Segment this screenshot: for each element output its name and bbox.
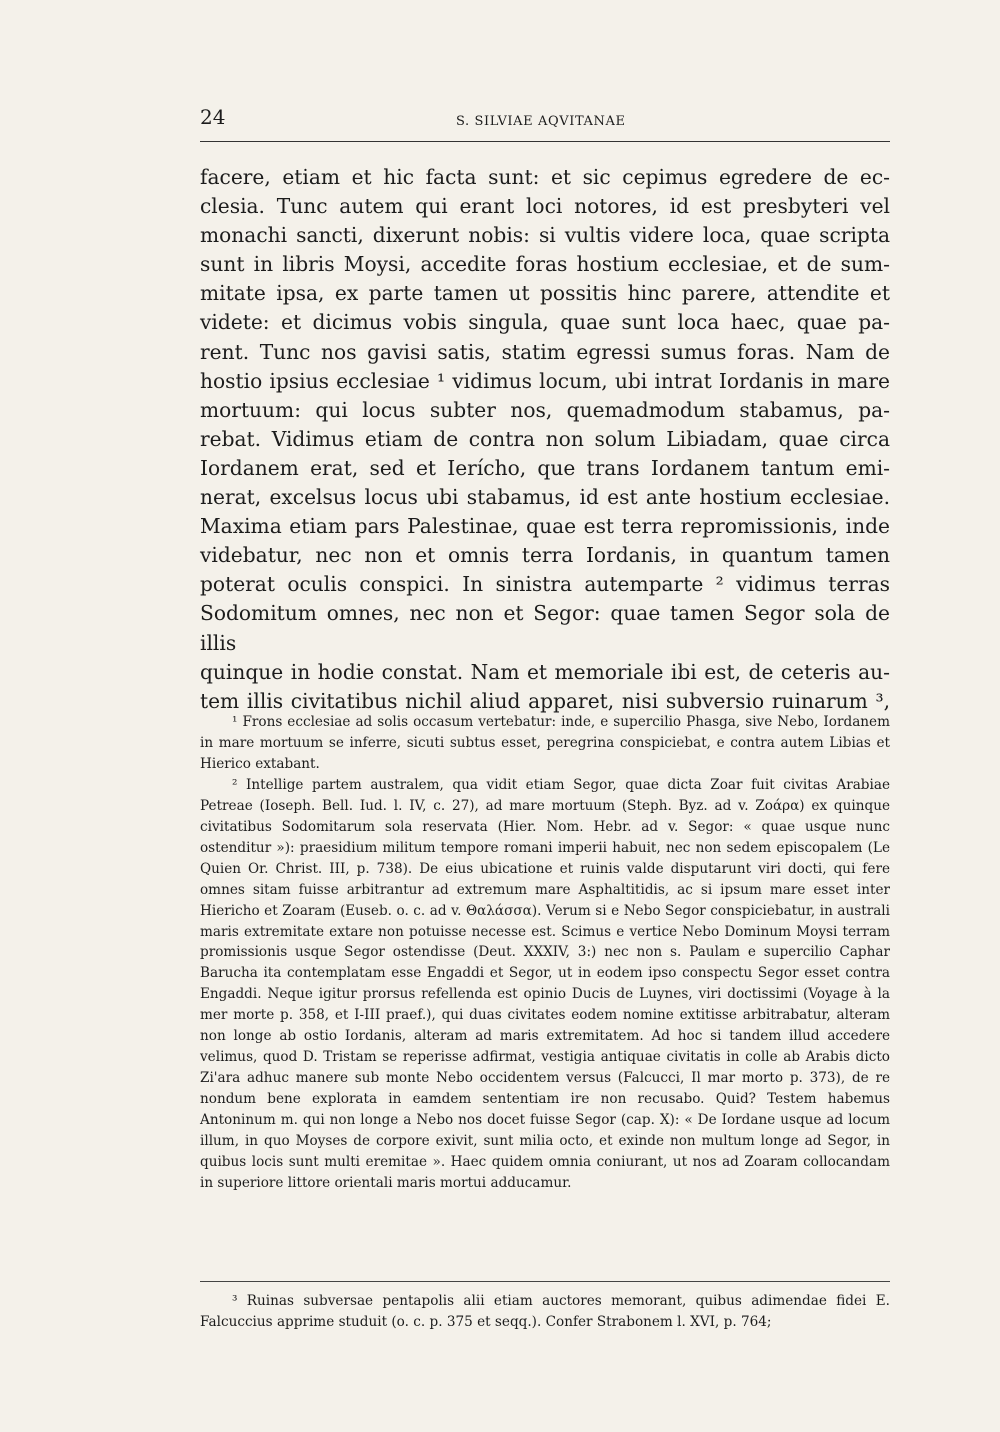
footnote-3-text: ³ Ruinas subversae pentapolis alii etiam auctores memorant, quibus adimendae fidei E. Falcuccius apprime studuit (o. c. p. 375 et seqq.). Confer Strabonem l. XVI, p. 764;: [200, 1293, 890, 1330]
main-text-line: clesia. Tunc autem qui erant loci notores, id est presbyteri vel: [200, 194, 890, 219]
footnote-3: [200, 1291, 890, 1333]
page-number: 24: [200, 105, 226, 129]
main-text-line: mortuum: qui locus subter nos, quemadmodum stabamus, pa-: [200, 397, 890, 422]
main-text-line: poterat oculis conspici. In sinistra autemparte ² vidimus terras: [200, 572, 890, 597]
main-text-line: hostio ipsius ecclesiae ¹ vidimus locum, ubi intrat Iordanis in mare: [200, 368, 890, 393]
main-text-line: tem illis civitatibus nichil aliud apparet, nisi subversio ruinarum ³,: [200, 688, 890, 713]
main-text-line: videbatur, nec non et omnis terra Iordanis, in quantum tamen: [200, 543, 890, 568]
footnote-2: ² Intellige partem australem, qua vidit etiam Segor, quae dicta Zoar fuit civitas Arabiae Petreae (Ioseph. Bell. Iud. l. IV, c. 27), ad mare mortuum (Steph. Byz. ad v. Ζοάρα) ex quinque civitatibus Sodomitarum sola reservata (Hier. Nom. Hebr. ad v. Segor: « quae usque nunc ostenditur »): praesidium militum tempore romani imperii habuit, nec non sedem episcopalem (Le Quien Or. Christ. III, p. 738). De eius ubicatione et ruinis valde disputarunt viri docti, qui fere omnes sitam fuisse arbitrantur ad extremum mare Asphaltitidis, ac si ipsum mare esset inter Hiericho et Zoaram (Euseb. o. c. ad v. Θαλάσσα). Verum si e Nebo Segor conspiciebatur, in australi maris extremitate extare non potuisse necesse est. Scimus e vertice Nebo Dominum Moysi terram promissionis usque Segor ostendisse (Deut. XXXIV, 3:) nec non s. Paulam e supercilio Caphar Barucha ita contemplatam esse Engaddi et Segor, ut in eodem ipso conspectu Segor esset contra Engaddi. Neque igitur prorsus refellenda est opinio Ducis de Luynes, viri doctissimi (Voyage à la mer morte p. 358, et I-III praef.), qui duas civitates eodem nomine extitisse arbitrabatur, alteram non longe ab ostio Iordanis, alteram ad maris extremitatem. Ad hoc si tandem illud accedere velimus, quod D. Tristam se reperisse adfirmat, vestigia antiquae civitatis in colle ab Arabis dicto Zi'ara adhuc manere sub monte Nebo occidentem versus (Falcucci, Il mar morto p. 373), de re nondum bene explorata in eamdem sententiam ire non recusabo. Quid? Testem habemus Antoninum m. qui non longe a Nebo nos docet fuisse Segor (cap. X): « De Iordane usque ad locum illum, in quo Moyses de corpore exivit, sunt milia octo, et exinde non multum longe ad Segor, in quibus locis sunt multi eremitae ». Haec quidem omnia coniurant, ut nos ad Zoaram collocandam in superiore littore orientali maris mortui adducamur.: [200, 776, 890, 1191]
footnote-1: ¹ Frons ecclesiae ad solis occasum vertebatur: inde, e supercilio Phasga, sive Nebo, Iordanem in mare mortuum se inferre, sicuti subtus esset, peregrina conspiciebat, e contra autem Libias et Hierico extabant.: [200, 714, 890, 772]
main-text-line: rent. Tunc nos gavisi satis, statim egressi sumus foras. Nam de: [200, 339, 890, 364]
main-text: [200, 163, 890, 716]
main-text-line: monachi sancti, dixerunt nobis: si vultis videre loca, quae scripta: [200, 223, 890, 248]
running-title: S. SILVIAE AQVITANAE: [456, 114, 626, 129]
main-text-line: Iordanem erat, sed et Ierícho, que trans Iordanem tantum emi-: [200, 455, 890, 480]
main-text-line: nerat, excelsus locus ubi stabamus, id est ante hostium ecclesiae.: [200, 485, 890, 510]
main-text-line: Maxima etiam pars Palestinae, quae est terra repromissionis, inde: [200, 514, 890, 539]
main-text-line: mitate ipsa, ex parte tamen ut possitis hinc parere, attendite et: [200, 281, 890, 306]
main-text-line: sunt in libris Moysi, accedite foras hostium ecclesiae, et de sum-: [200, 252, 890, 277]
footnotes: [200, 712, 890, 1194]
main-text-line: facere, etiam et hic facta sunt: et sic cepimus egredere de ec-: [200, 165, 890, 189]
main-text-line: quinque in hodie constat. Nam et memoriale ibi est, de ceteris au-: [200, 659, 890, 684]
page-header: [200, 105, 890, 142]
main-text-line: rebat. Vidimus etiam de contra non solum Libiadam, quae circa: [200, 426, 890, 451]
main-text-line: Sodomitum omnes, nec non et Segor: quae tamen Segor sola de illis: [200, 601, 890, 655]
main-text-line: videte: et dicimus vobis singula, quae sunt loca haec, quae pa-: [200, 310, 890, 335]
footnote-rule: [200, 1281, 890, 1282]
